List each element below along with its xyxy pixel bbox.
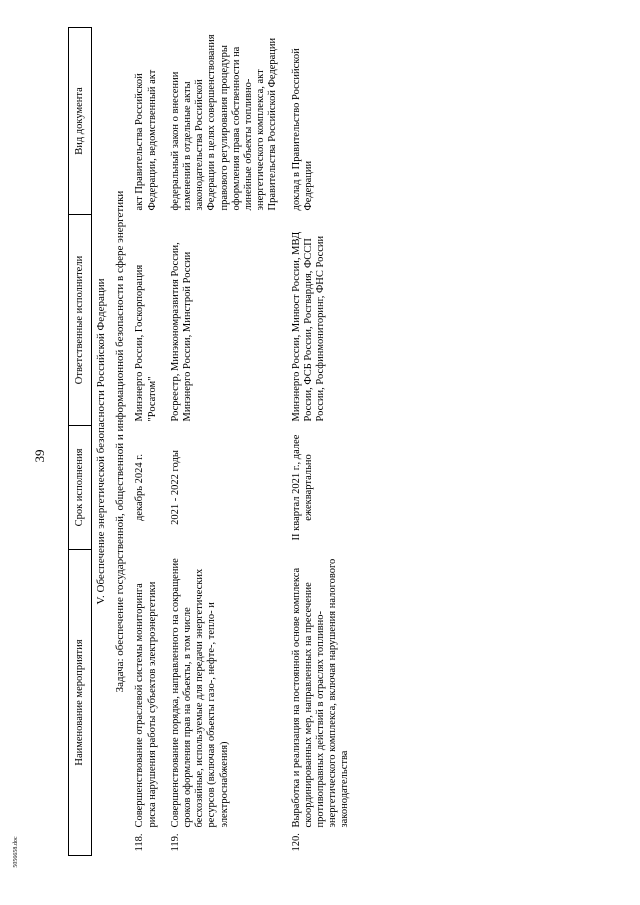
measures-table: [68, 27, 360, 856]
term-cell: II квартал 2021 г., далее ежеквартально: [290, 434, 314, 541]
document-type-cell: федеральный закон о внесении изменений в отдельные акты законодательства Российской Федерации в целях совершенствования правового регулирования процедуры оформления права собственности на линейные объекты топливно-энергетического комплекса, акт Правительства Российской Федерации: [169, 34, 279, 211]
table-row: [131, 28, 166, 856]
task-title: Задача: обеспечение государственной, общественной и информационной безопасности в сфере энергетики: [114, 190, 127, 693]
document-type-cell: доклад в Правительство Российской Федерации: [290, 48, 314, 211]
page-number: 39: [32, 449, 47, 463]
header-term: Срок исполнения: [69, 426, 92, 550]
table-row: [288, 28, 360, 856]
measure-name: Совершенствование порядка, направленного на сокращение сроков оформления прав на объекты, в том числе бесхозяйные, используемые для передачи энергетических ресурсов (включая объекты газо-, нефте-, тепло- и электроснабжения): [169, 558, 230, 828]
row-number: 118.: [134, 833, 146, 852]
measure-name: Совершенствование отраслевой системы мониторинга риска нарушения работы субъектов электроэнергетики: [134, 581, 158, 828]
measure-cell: [288, 550, 360, 856]
term-cell: декабрь 2024 г.: [134, 454, 146, 521]
executors-cell: Росреестр, Минэкономразвития России, Минэнерго России, Минстрой России: [169, 242, 194, 422]
term-cell: 2021 - 2022 годы: [169, 450, 181, 525]
document-type-cell: акт Правительства Российской Федерации, ведомственный акт: [134, 69, 158, 211]
measure-cell: [167, 550, 288, 856]
rotated-table-container: [68, 28, 590, 856]
measure-cell: [131, 550, 166, 856]
section-title: V. Обеспечение энергетической безопасности Российской Федерации: [95, 278, 107, 605]
measure-name: Выработка и реализация на постоянной основе комплекса скоординированных мер, направленных на пресечение противоправных действий в отраслях топливно-энергетического комплекса, включая нарушения налогового законодательства: [290, 558, 351, 828]
section-row: [92, 28, 111, 856]
table-header-row: [69, 28, 92, 856]
task-row: [110, 28, 131, 856]
table-row: [167, 28, 288, 856]
row-number: 119.: [169, 833, 181, 852]
executors-cell: Минэнерго России, Госкорпорация "Росатом": [134, 264, 158, 422]
header-document-type: Вид документа: [69, 28, 92, 215]
row-number: 120.: [290, 833, 302, 852]
header-measure-name: Наименование мероприятия: [69, 550, 92, 856]
header-executors: Ответственные исполнители: [69, 215, 92, 426]
document-file-code: 5056658.doc: [13, 836, 19, 868]
executors-cell: Минэнерго России, Минюст России, МВД России, ФСБ России, Росгвардия, ФССП России, Росфинмониторинг, ФНС России: [290, 231, 327, 422]
